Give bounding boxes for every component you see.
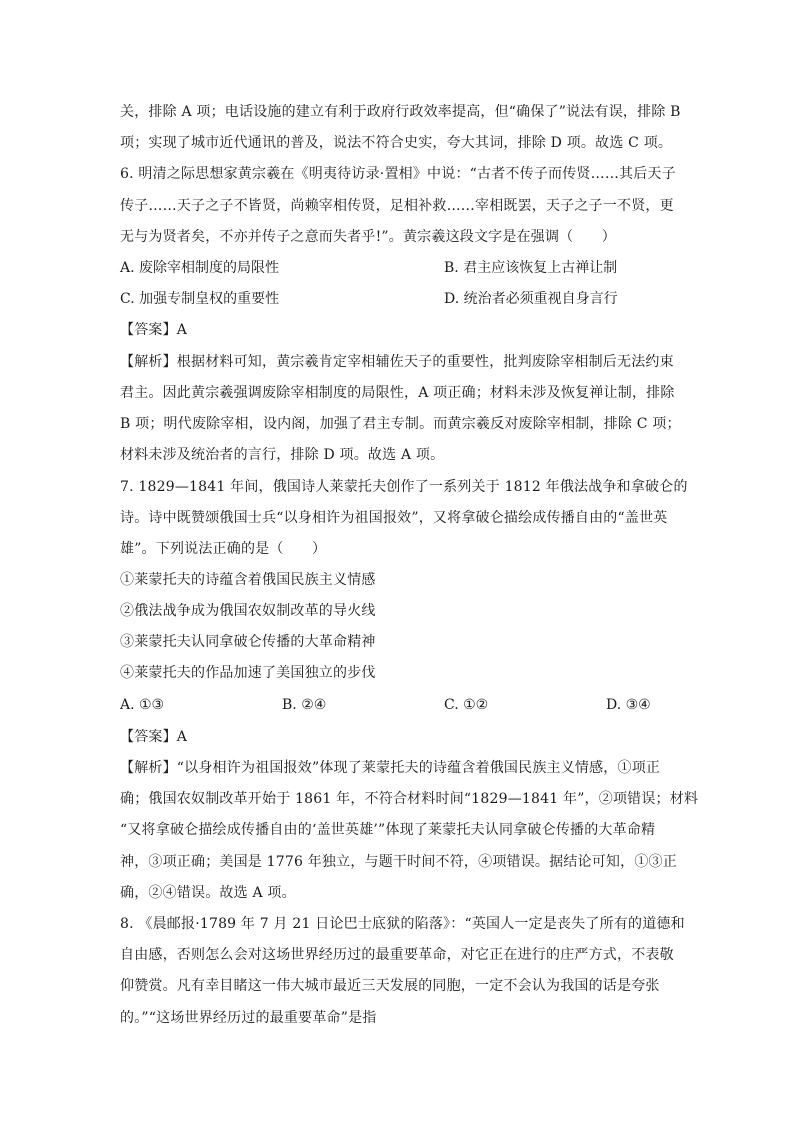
q7-option-a: A. ①③ bbox=[120, 697, 165, 713]
q6-option-c: C. 加强专制皇权的重要性 bbox=[120, 291, 280, 307]
q6-explanation-line-3: B 项；明代废除宰相，设内阁，加强了君主专制。而黄宗羲反对废除宰相制，排除 C 项； bbox=[120, 416, 681, 432]
q6-stem-line-3: 无与为贤者矣，不亦并传子之意而失者乎!”。黄宗羲这段文字是在强调（ ） bbox=[120, 229, 616, 245]
q5-explanation-line-1: 关，排除 A 项；电话设施的建立有利于政府行政效率提高，但“确保了”说法有误，排除 B bbox=[120, 104, 681, 120]
q7-option-b: B. ②④ bbox=[282, 697, 327, 713]
q5-explanation-line-2: 项；实现了城市近代通讯的普及，说法不符合史实，夸大其词，排除 D 项。故选 C 项。 bbox=[120, 135, 673, 151]
q7-stem-line-3: 雄”。下列说法正确的是（ ） bbox=[120, 541, 327, 557]
q8-stem-line-3: 仰赞赏。凡有幸目睹这一伟大城市最近三天发展的同胞，一定不会认为我国的话是夸张 bbox=[120, 978, 660, 994]
q7-explanation-line-2: 确；俄国农奴制改革开始于 1861 年，不符合材料时间“1829—1841 年”，②项错误；材料 bbox=[120, 791, 699, 807]
q7-explanation-line-4: 神，③项正确；美国是 1776 年独立，与题干时间不符，④项错误。据结论可知，①③正 bbox=[120, 854, 677, 870]
q6-stem-line-1: 6. 明清之际思想家黄宗羲在《明夷待访录·置相》中说：“古者不传子而传贤……其后天子 bbox=[120, 166, 676, 182]
q6-stem-line-2: 传子……天子之子不皆贤，尚赖宰相传贤，足相补救……宰相既罢，天子之子一不贤，更 bbox=[120, 198, 674, 214]
q8-stem-line-4: 的。”“这场世界经历过的最重要革命”是指 bbox=[120, 1010, 377, 1026]
q8-stem-line-1: 8. 《晨邮报·1789 年 7 月 21 日论巴士底狱的陷落》：“英国人一定是丧失了所有的道德和 bbox=[120, 916, 685, 932]
q7-option-d: D. ③④ bbox=[606, 697, 651, 713]
q7-statement-3: ③莱蒙托夫认同拿破仑传播的大革命精神 bbox=[120, 634, 376, 650]
q6-explanation-line-4: 材料未涉及统治者的言行，排除 D 项。故选 A 项。 bbox=[120, 447, 445, 463]
q7-statement-4: ④莱蒙托夫的作品加速了美国独立的步伐 bbox=[120, 665, 376, 681]
q6-option-d: D. 统治者必须重视自身言行 bbox=[444, 291, 618, 307]
q6-answer: 【答案】A bbox=[120, 322, 188, 338]
q7-explanation-line-5: 确，②④错误。故选 A 项。 bbox=[120, 885, 296, 901]
q7-statement-1: ①莱蒙托夫的诗蕴含着俄国民族主义情感 bbox=[120, 572, 376, 588]
q6-explanation-line-1: 【解析】根据材料可知，黄宗羲肯定宰相辅佐天子的重要性，批判废除宰相制后无法约束 bbox=[120, 354, 674, 370]
q7-explanation-line-3: “又将拿破仑描绘成传播自由的‘盖世英雄’”体现了莱蒙托夫认同拿破仑传播的大革命精 bbox=[120, 822, 656, 838]
q6-explanation-line-2: 君主。因此黄宗羲强调废除宰相制度的局限性，A 项正确；材料未涉及恢复禅让制，排除 bbox=[120, 385, 675, 401]
q7-statement-2: ②俄法战争成为俄国农奴制改革的导火线 bbox=[120, 603, 376, 619]
q6-option-b: B. 君主应该恢复上古禅让制 bbox=[444, 260, 618, 276]
q7-stem-line-2: 诗。诗中既赞颂俄国士兵“以身相许为祖国报效”，又将拿破仑描绘成传播自由的“盖世英 bbox=[120, 510, 668, 526]
q7-option-c: C. ①② bbox=[444, 697, 489, 713]
q7-stem-line-1: 7. 1829—1841 年间，俄国诗人莱蒙托夫创作了一系列关于 1812 年俄法战争和拿破仑的 bbox=[120, 479, 688, 495]
q6-option-a: A. 废除宰相制度的局限性 bbox=[120, 260, 280, 276]
q7-answer: 【答案】A bbox=[120, 729, 188, 745]
q8-stem-line-2: 自由感，否则怎么会对这场世界经历过的最重要革命，对它正在进行的庄严方式，不表敬 bbox=[120, 947, 674, 963]
q7-explanation-line-1: 【解析】“以身相许为祖国报效”体现了莱蒙托夫的诗蕴含着俄国民族主义情感，①项正 bbox=[120, 760, 661, 776]
